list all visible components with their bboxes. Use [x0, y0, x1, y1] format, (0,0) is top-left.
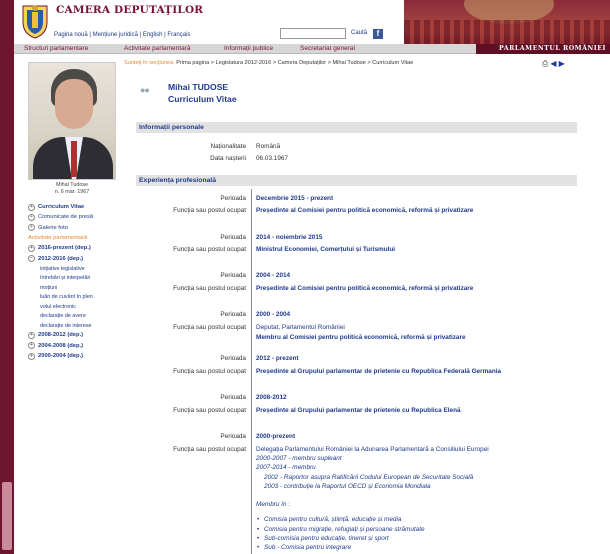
- main-nav: [14, 44, 476, 54]
- detail-line: 2000-2007 - membru supleant: [256, 455, 342, 462]
- nav-secretariat[interactable]: Secretariat general: [300, 45, 355, 52]
- function-value: Președinte al Comisiei pentru politică economică, reformă și privatizare: [256, 285, 474, 292]
- sidebar-item-galerie[interactable]: + Galerie foto: [28, 223, 122, 233]
- header: [14, 0, 610, 44]
- breadcrumb-prefix: Sunteți în secțiunea:: [124, 60, 175, 66]
- caption-name: Mihai Tudose: [55, 182, 89, 188]
- print-icon[interactable]: ⎙: [542, 59, 549, 68]
- site-title[interactable]: CAMERA DEPUTAŢILOR: [56, 4, 204, 16]
- period-value: 2012 - prezent: [256, 355, 299, 362]
- detail-line: 2007-2014 - membru: [256, 464, 316, 471]
- member-list-item: • Sub-comisia pentru educație, tineret și sport: [264, 535, 389, 542]
- plus-icon: +: [28, 342, 35, 349]
- column-divider: [251, 189, 252, 554]
- period-label: Perioada: [220, 355, 246, 362]
- photo-caption: [28, 182, 116, 196]
- sidebar-subitem-luari[interactable]: luări de cuvânt în plen: [40, 294, 93, 301]
- plus-icon: +: [28, 224, 35, 231]
- prev-arrow-icon[interactable]: ◀: [550, 59, 557, 68]
- section-experience: Experiența profesională: [136, 175, 577, 186]
- sidebar-section-activitate: Activitate parlamentară: [28, 235, 88, 242]
- caption-birth: n. 6 mar. 1967: [54, 189, 90, 195]
- sidebar-item-2016[interactable]: + 2016-prezent (dep.): [28, 243, 122, 253]
- plus-icon: +: [28, 332, 35, 339]
- function-label: Funcția sau postul ocupat: [173, 368, 246, 375]
- page: [14, 0, 610, 554]
- parliament-hall-image: [404, 0, 610, 44]
- function-label: Funcția sau postul ocupat: [173, 285, 246, 292]
- period-value: 2008-2012: [256, 394, 287, 401]
- plus-icon: +: [28, 204, 35, 211]
- period-value: 2014 - noiembrie 2015: [256, 234, 323, 241]
- period-label: Perioada: [220, 394, 246, 401]
- function-value: Deputat, Parlamentul României: [256, 324, 345, 331]
- function-value-secondary: Membru al Comisiei pentru politică economică, reformă și privatizare: [256, 334, 466, 341]
- sidebar-subitem-avere[interactable]: declarație de avere: [40, 313, 86, 320]
- function-value: Ministrul Economiei, Comerțului și Turismului: [256, 246, 396, 253]
- period-value: Decembrie 2015 - prezent: [256, 195, 334, 202]
- member-label: Membru în :: [256, 501, 291, 508]
- person-name: Mihai TUDOSE: [168, 82, 229, 92]
- search-input[interactable]: [280, 28, 346, 39]
- sidebar-item-comunicate[interactable]: + Comunicate de presă: [28, 212, 122, 222]
- sidebar-subitem-motiuni[interactable]: moțiuni: [40, 284, 58, 291]
- breadcrumb-path[interactable]: Prima pagina > Legislatura 2012-2016 > Camera Deputaților > Mihai Tudose > Curriculum Vitae: [176, 60, 414, 66]
- period-value: 2000 - 2004: [256, 311, 291, 318]
- next-arrow-icon[interactable]: ▶: [558, 59, 565, 68]
- period-value: 2004 - 2014: [256, 272, 291, 279]
- nationality-label: Naționalitate: [210, 143, 246, 150]
- feedback-tab[interactable]: [2, 482, 12, 550]
- left-border-strip: [0, 0, 14, 554]
- sidebar-item-2004[interactable]: + 2004-2008 (dep.): [28, 341, 122, 351]
- member-list-item: • Comisia pentru cultură, știință, educație și media: [264, 516, 401, 523]
- period-label: Perioada: [220, 234, 246, 241]
- period-label: Perioada: [220, 272, 246, 279]
- function-label: Funcția sau postul ocupat: [173, 446, 246, 453]
- function-value: Delegația Parlamentului României la Adunarea Parlamentară a Consiliului Europei: [256, 446, 489, 453]
- birth-value: 06.03.1967: [256, 155, 288, 162]
- page-title: Curriculum Vitae: [168, 94, 237, 104]
- sidebar-subitem-initiative[interactable]: inițiative legislative: [40, 265, 85, 272]
- function-label: Funcția sau postul ocupat: [173, 407, 246, 414]
- facebook-icon[interactable]: f: [373, 29, 383, 39]
- function-label: Funcția sau postul ocupat: [173, 324, 246, 331]
- period-label: Perioada: [220, 311, 246, 318]
- minus-icon: −: [28, 255, 35, 262]
- search-button[interactable]: Caută: [351, 30, 368, 36]
- sidebar-item-2000[interactable]: + 2000-2004 (dep.): [28, 351, 122, 361]
- function-value: Președinte al Grupului parlamentar de prietenie cu Republica Elenă: [256, 407, 461, 414]
- period-label: Perioada: [220, 195, 246, 202]
- decorative-dots-icon: ●●: [140, 85, 149, 95]
- section-personal: Informații personale: [136, 122, 577, 133]
- sidebar-subitem-vot[interactable]: votul electronic: [40, 303, 76, 310]
- period-label: Perioada: [220, 433, 246, 440]
- nav-structuri[interactable]: Structuri parlamentare: [24, 45, 89, 52]
- top-links[interactable]: Pagina nouă | Mențiune juridică | English | Français: [54, 32, 191, 38]
- member-list-item: • Comisia pentru migrație, refugiați și persoane strămutate: [264, 526, 425, 533]
- breadcrumb: [124, 60, 413, 66]
- sidebar-item-2012[interactable]: − 2012-2016 (dep.): [28, 253, 122, 263]
- period-value: 2000-prezent: [256, 433, 296, 440]
- sidebar-item-2008[interactable]: + 2008-2012 (dep.): [28, 330, 122, 340]
- coat-of-arms-icon[interactable]: [17, 2, 53, 40]
- plus-icon: +: [28, 245, 35, 252]
- sidebar-item-cv[interactable]: + Curriculum Vitae: [28, 202, 122, 212]
- function-value: Președinte al Comisiei pentru politică economică, reformă și privatizare: [256, 207, 474, 214]
- nationality-value: Română: [256, 143, 281, 150]
- page-tools: [542, 59, 567, 69]
- sidebar-subitem-interese[interactable]: declarație de interese: [40, 322, 92, 329]
- birth-label: Data nașterii: [210, 155, 246, 162]
- sidebar-subitem-intrebari[interactable]: întrebări și interpelări: [40, 275, 91, 282]
- plus-icon: +: [28, 353, 35, 360]
- detail-line: 2002 - Raportor asupra Ratificării Codului European de Securitate Socială: [264, 474, 474, 481]
- nav-activitate[interactable]: Activitate parlamentară: [124, 45, 191, 52]
- function-label: Funcția sau postul ocupat: [173, 207, 246, 214]
- member-list-item: • Sub - Comisia pentru integrare: [264, 544, 351, 551]
- nav-informatii[interactable]: Informații publice: [224, 45, 274, 52]
- detail-line: 2003 - contribuție la Raportul OECD și Economia Mondiala: [264, 483, 431, 490]
- plus-icon: +: [28, 214, 35, 221]
- function-label: Funcția sau postul ocupat: [173, 246, 246, 253]
- parliament-label: PARLAMENTUL ROMÂNIEI: [476, 44, 610, 54]
- profile-photo: [28, 62, 116, 180]
- sidebar-menu: [28, 202, 122, 361]
- function-value: Președinte al Grupului parlamentar de prietenie cu Republica Federală Germania: [256, 368, 502, 375]
